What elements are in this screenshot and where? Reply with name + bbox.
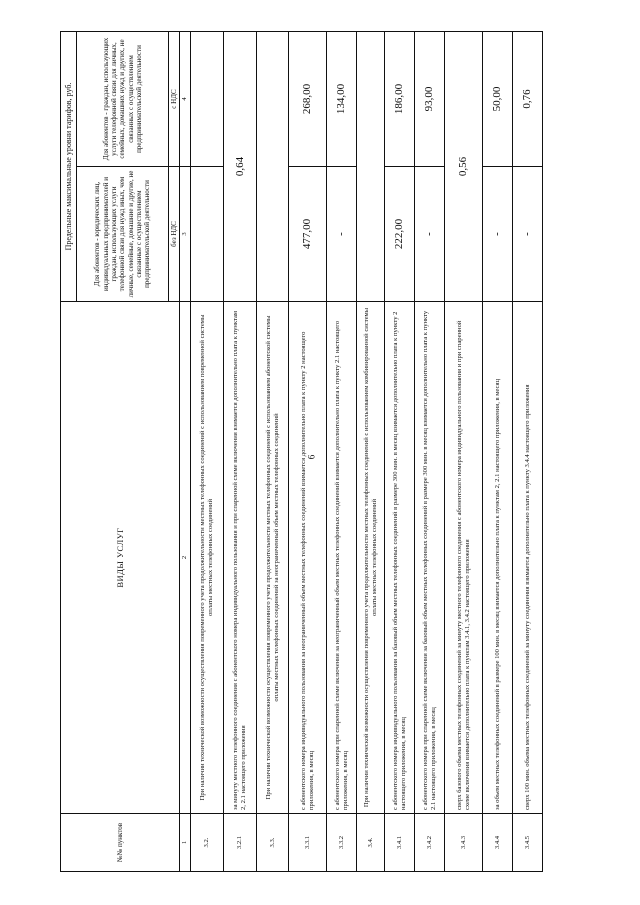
row-num: 3.4.3 — [445, 814, 483, 872]
row-value-without-vat: 222,00 — [385, 167, 415, 302]
row-num: 3.2. — [191, 814, 224, 872]
row-num: 3.4.2 — [415, 814, 445, 872]
row-num: 3.3.1 — [289, 814, 327, 872]
row-value-without-vat: - — [327, 167, 357, 302]
tariff-table — [60, 31, 543, 872]
index-cell: 4 — [180, 32, 191, 167]
row-desc: с абонентского номера при спаренной схеме включения за базовый объем местных телефонных соединений в размере 300 мин. в месяц взимается дополнительно плата к пункту 2.1 настоящего приложения, в месяц — [415, 302, 445, 814]
index-cell: 3 — [180, 167, 191, 302]
row-value-with-vat: 0,76 — [513, 32, 543, 167]
row-value-merged: 0,56 — [445, 32, 483, 302]
index-cell: 1 — [180, 814, 191, 872]
row-value-without-vat — [191, 167, 224, 302]
page-number: 6 — [306, 454, 317, 460]
row-num: 3.3.2 — [327, 814, 357, 872]
row-desc: При наличии технической возможности осуществления повременного учета продолжительности местных телефонных соединений с использованием абонентской системы оплаты местных телефонных соединений за неограниченный объем местных телефонных соединений — [257, 302, 289, 814]
row-desc: с абонентского номера индивидуального пользования за базовый объем местных телефонных соединений в размере 300 мин. в месяц взимается дополнительно плата к пункту 2 настоящего приложения, в месяц — [385, 302, 415, 814]
row-num: 3.4.4 — [483, 814, 513, 872]
header-col-service: ВИДЫ УСЛУГ — [61, 302, 180, 814]
header-without-vat: без НДС — [169, 167, 180, 302]
row-value-without-vat: - — [415, 167, 445, 302]
row-num: 3.4. — [357, 814, 385, 872]
row-desc: сверх базового объема местных телефонных соединений за минуту местного телефонного соединения с абонентского номера индивидуального пользования и при спаренной схеме включения взимается дополнительно плата к пунктам 3.4.1, 3.4.2 настоящего приложения — [445, 302, 483, 814]
header-tariff-title: Предельные максимальные уровни тарифов, руб. — [61, 32, 77, 302]
row-value-with-vat: 268,00 — [289, 32, 327, 167]
row-num: 3.2.1 — [224, 814, 257, 872]
row-desc: за минуту местного телефонного соединения с абонентского номера индивидуального пользования и при спаренной схеме включения взимается дополнительно плата к пунктам 2, 2.1 настоящего приложения — [224, 302, 257, 814]
row-desc: с абонентского номера при спаренной схеме включения за неограниченный объем местных телефонных соединений взимается дополнительно плата к пункту 2.1 настоящего приложения, в месяц — [327, 302, 357, 814]
rotated-document — [60, 32, 540, 872]
row-desc: за объем местных телефонных соединений в размере 100 мин. в месяц взимается дополнительно плата к пунктам 2, 2.1 настоящего приложения, в месяц — [483, 302, 513, 814]
row-value-with-vat: 50,00 — [483, 32, 513, 167]
row-value-merged — [357, 32, 385, 302]
row-value-without-vat: 477,00 — [289, 167, 327, 302]
row-num: 3.4.5 — [513, 814, 543, 872]
header-group-private: Для абонентов - граждан, использующих услуги телефонной связи для личных, семейных, домашних нужд и других, не связанных с осуществлением предпринимательской деятельности — [77, 32, 169, 167]
row-desc: с абонентского номера индивидуального пользования за неограниченный объем местных телефонных соединений взимается дополнительно плата к пункту 2 настоящего приложения, в месяц — [289, 302, 327, 814]
row-value-merged: 0,64 — [224, 32, 257, 302]
row-value-with-vat: 134,00 — [327, 32, 357, 167]
row-value-merged — [257, 32, 289, 302]
header-col-num: №№ пунктов — [61, 814, 180, 872]
header-with-vat: с НДС — [169, 32, 180, 167]
row-num: 3.3. — [257, 814, 289, 872]
row-value-with-vat — [191, 32, 224, 167]
row-desc: сверх 100 мин. объема местных телефонных соединений за минуту соединения взимается дополнительно плата к пункту 3.4.4 настоящего приложения — [513, 302, 543, 814]
row-num: 3.4.1 — [385, 814, 415, 872]
row-value-with-vat: 93,00 — [415, 32, 445, 167]
row-value-with-vat: 186,00 — [385, 32, 415, 167]
row-value-without-vat: - — [483, 167, 513, 302]
row-desc: При наличии технической возможности осуществления повременного учета продолжительности местных телефонных соединений с использованием повременной системы оплаты местных телефонных соединений — [191, 302, 224, 814]
index-cell: 2 — [180, 302, 191, 814]
row-value-without-vat: - — [513, 167, 543, 302]
row-desc: При наличии технической возможности осуществления повременного учета продолжительности местных телефонных соединений с использованием комбинированной системы оплаты местных телефонных соединений — [357, 302, 385, 814]
header-group-legal: Для абонентов - юридических лиц, индивидуальных предпринимателей и граждан, использующих услуги телефонной связи для нужд иных, чем личные, семейные, домашние и другие, не связанные с осуществлением предпринимательской деятельности — [77, 167, 169, 302]
